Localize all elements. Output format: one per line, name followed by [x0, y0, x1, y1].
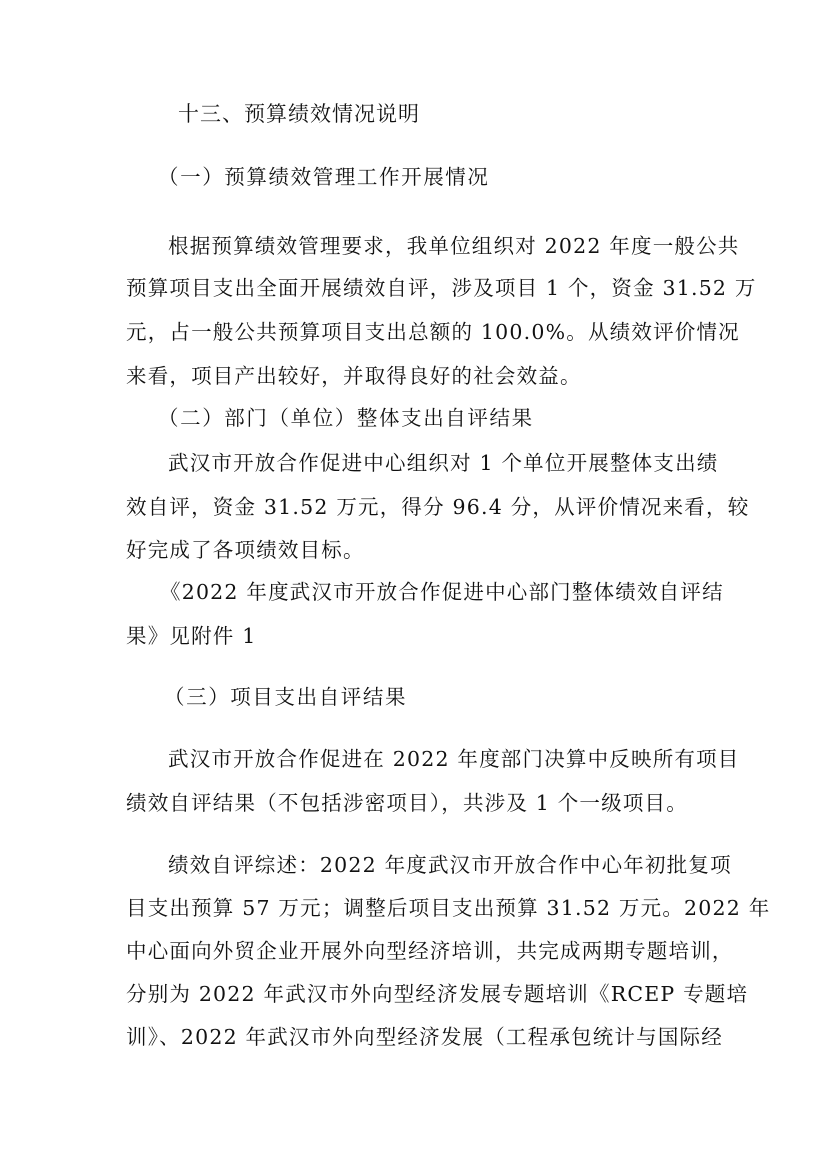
summary-line-4: 分别为 2022 年武汉市外向型经济发展专题培训《RCEP 专题培 — [126, 982, 749, 1006]
section-title: 十三、预算绩效情况说明 — [178, 102, 420, 126]
sub3-heading: （三）项目支出自评结果 — [164, 685, 408, 709]
summary-line-3: 中心面向外贸企业开展外向型经济培训，共完成两期专题培训， — [126, 939, 734, 963]
sub1-line-3: 元，占一般公共预算项目支出总额的 100.0%。从绩效评价情况 — [126, 320, 740, 344]
sub2-line-2: 效自评，资金 31.52 万元，得分 96.4 分，从评价情况来看，较 — [126, 495, 750, 519]
sub1-line-1: 根据预算绩效管理要求，我单位组织对 2022 年度一般公共 — [168, 234, 740, 258]
summary-line-1: 绩效自评综述：2022 年度武汉市开放合作中心年初批复项 — [168, 853, 732, 877]
sub1-line-4: 来看，项目产出较好，并取得良好的社会效益。 — [126, 364, 582, 388]
sub2-line-4: 《2022 年度武汉市开放合作促进中心部门整体绩效自评结 — [160, 580, 724, 604]
sub2-heading: （二）部门（单位）整体支出自评结果 — [158, 406, 534, 430]
sub2-line-1: 武汉市开放合作促进中心组织对 1 个单位开展整体支出绩 — [168, 451, 719, 475]
sub2-line-5: 果》见附件 1 — [126, 624, 257, 648]
summary-line-5: 训》、2022 年武汉市外向型经济发展（工程承包统计与国际经 — [126, 1025, 723, 1049]
sub2-line-3: 好完成了各项绩效目标。 — [126, 538, 365, 562]
sub1-line-2: 预算项目支出全面开展绩效自评，涉及项目 1 个，资金 31.52 万 — [126, 276, 757, 300]
summary-line-2: 目支出预算 57 万元；调整后项目支出预算 31.52 万元。2022 年 — [126, 896, 771, 920]
sub3-line-2: 绩效自评结果（不包括涉密项目），共涉及 1 个一级项目。 — [126, 791, 688, 815]
sub3-line-1: 武汉市开放合作促进在 2022 年度部门决算中反映所有项目 — [168, 747, 740, 771]
sub1-heading: （一）预算绩效管理工作开展情况 — [158, 165, 490, 189]
